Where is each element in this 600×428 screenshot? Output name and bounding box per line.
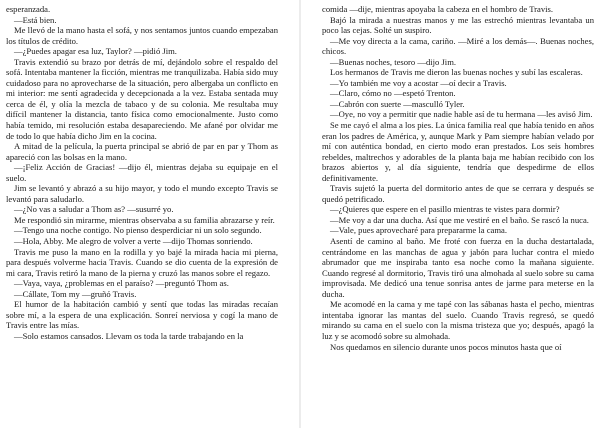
paragraph: Me respondió sin mirarme, mientras observaba a su familia abrazarse y reír. <box>14 214 275 225</box>
paragraph: —Oye, no voy a permitir que nadie hable así de tu hermana —les avisó Jim. <box>330 109 593 120</box>
paragraph: —Vale, pues aprovecharé para prepararme la cama. <box>330 225 508 236</box>
paragraph: A mitad de la película, la puerta principal se abrió de par en par y Thom as apareció con las bolsas en la mano. <box>6 141 278 162</box>
paragraph: Jim se levantó y abrazó a su hijo mayor, y todo el mundo excepto Travis se levantó para saludarlo. <box>6 183 278 204</box>
paragraph: Me acomodé en la cama y me tapé con las sábanas hasta el pecho, mientras intentaba ignorar las mantas del suelo. Cuando Travis regresó, se quedó mirando su cama en el suelo con la misma tristeza que yo; después, apagó la luz y se acomodó sobre su almohada. <box>322 299 594 341</box>
paragraph: —¡Feliz Acción de Gracias! —dijo él, mientras dejaba su equipaje en el suelo. <box>6 162 278 183</box>
paragraph: —Me voy a dar una ducha. Así que me vestiré en el baño. Se rascó la nuca. <box>330 214 589 225</box>
paragraph: —¿No vas a saludar a Thom as? —susurré yo. <box>14 204 174 215</box>
paragraph: esperanzada. <box>6 4 51 14</box>
paragraph: Asentí de camino al baño. Me froté con fuerza en la ducha destartalada, centrándome en las manchas de agua y jabón para luchar contra el miedo abrumador que me inspiraba tanto esa noche como la mañana siguiente. Cuando regresé al dormitorio, Travis tiró una almohada al suelo sobre su cama improvisada. Me dedicó una tenue sonrisa antes de jarme para meterse en la ducha. <box>322 236 594 299</box>
paragraph: Travis me puso la mano en la rodilla y yo bajé la mirada hacia mi pierna, para después volverme hacia Travis. Cuando se dio cuenta de la expresión de mi cara, Travis retiró la mano de la pierna y cruzó las manos sobre el regazo. <box>6 246 278 278</box>
paragraph: El humor de la habitación cambió y sentí que todas las miradas recaían sobre mí, a la espera de una explicación. Sonreí nerviosa y cogí la mano de Travis entre las mías. <box>6 299 278 331</box>
paragraph: —Claro, cómo no —espetó Trenton. <box>330 88 456 99</box>
paragraph: —Solo estamos cansados. Llevam os toda la tarde trabajando en la <box>14 330 244 341</box>
left-page <box>6 4 278 424</box>
paragraph: —Yo también me voy a acostar —oí decir a Travis. <box>330 77 507 88</box>
paragraph: —Hola, Abby. Me alegro de volver a verte —dijo Thomas sonriendo. <box>14 236 253 247</box>
paragraph: Se me cayó el alma a los pies. La única familia real que había tenido en años eran los padres de América, y, aunque Mark y Pam siempre habían velado por mí con auténtica bondad, en cierto modo eran prestados. Los seis hombres rebeldes, maltrechos y adorables de la planta baja me habían recibido con los brazos abiertos y, al día siguiente, tendría que despedirme de ellos definitivamente. <box>322 120 594 183</box>
paragraph: —Buenas noches, tesoro —dijo Jim. <box>330 56 457 67</box>
right-page <box>322 4 594 424</box>
paragraph: —Cállate, Tom my —gruñó Travis. <box>14 288 137 299</box>
paragraph: Travis extendió su brazo por detrás de mí, dejándolo sobre el respaldo del sofá. Intentaba mantener la ficción, mientras me tranquilizaba. Había sido muy cuidadoso para no aprovecharse de la situación, pero albergaba un conflicto en mi interior: me sentí agradecida y decepcionada a la vez. Estaba sentada muy cerca de él, y olía la mezcla de tabaco y de su colonia. Me resultaba muy difícil mantener la distancia, tanto física como emocionalmente. Justo como había temido, mi resolución estaba desapareciendo. Me afané por olvidar me de todo lo que había dicho Jim en la cocina. <box>6 56 278 141</box>
paragraph: Travis sujetó la puerta del dormitorio antes de que se cerrara y después se quedó petrificado. <box>322 183 594 204</box>
paragraph: —Cabrón con suerte —masculló Tyler. <box>330 98 465 109</box>
paragraph: Nos quedamos en silencio durante unos pocos minutos hasta que oí <box>330 341 562 352</box>
paragraph: Los hermanos de Travis me dieron las buenas noches y subí las escaleras. <box>330 67 583 78</box>
paragraph: —¿Puedes apagar esa luz, Taylor? —pidió Jim. <box>14 46 177 57</box>
paragraph: —¿Quieres que espere en el pasillo mientras te vistes para dormir? <box>330 204 560 215</box>
paragraph: —Tengo una noche contigo. No pienso desperdiciar ni un solo segundo. <box>14 225 262 236</box>
paragraph: —Está bien. <box>14 14 57 25</box>
paragraph: comida —dije, mientras apoyaba la cabeza en el hombro de Travis. <box>322 4 554 14</box>
paragraph: —Vaya, vaya, ¿problemas en el paraíso? —preguntó Thom as. <box>14 278 229 289</box>
paragraph: Me llevó de la mano hasta el sofá, y nos sentamos juntos cuando empezaban los títulos de crédito. <box>6 25 278 46</box>
book-gutter <box>299 0 301 428</box>
paragraph: Bajó la mirada a nuestras manos y me las estrechó mientras levantaba un poco las cejas. Solté un suspiro. <box>322 14 594 36</box>
paragraph: —Me voy directa a la cama, cariño. —Miré a los demás—. Buenas noches, chicos. <box>322 35 594 57</box>
